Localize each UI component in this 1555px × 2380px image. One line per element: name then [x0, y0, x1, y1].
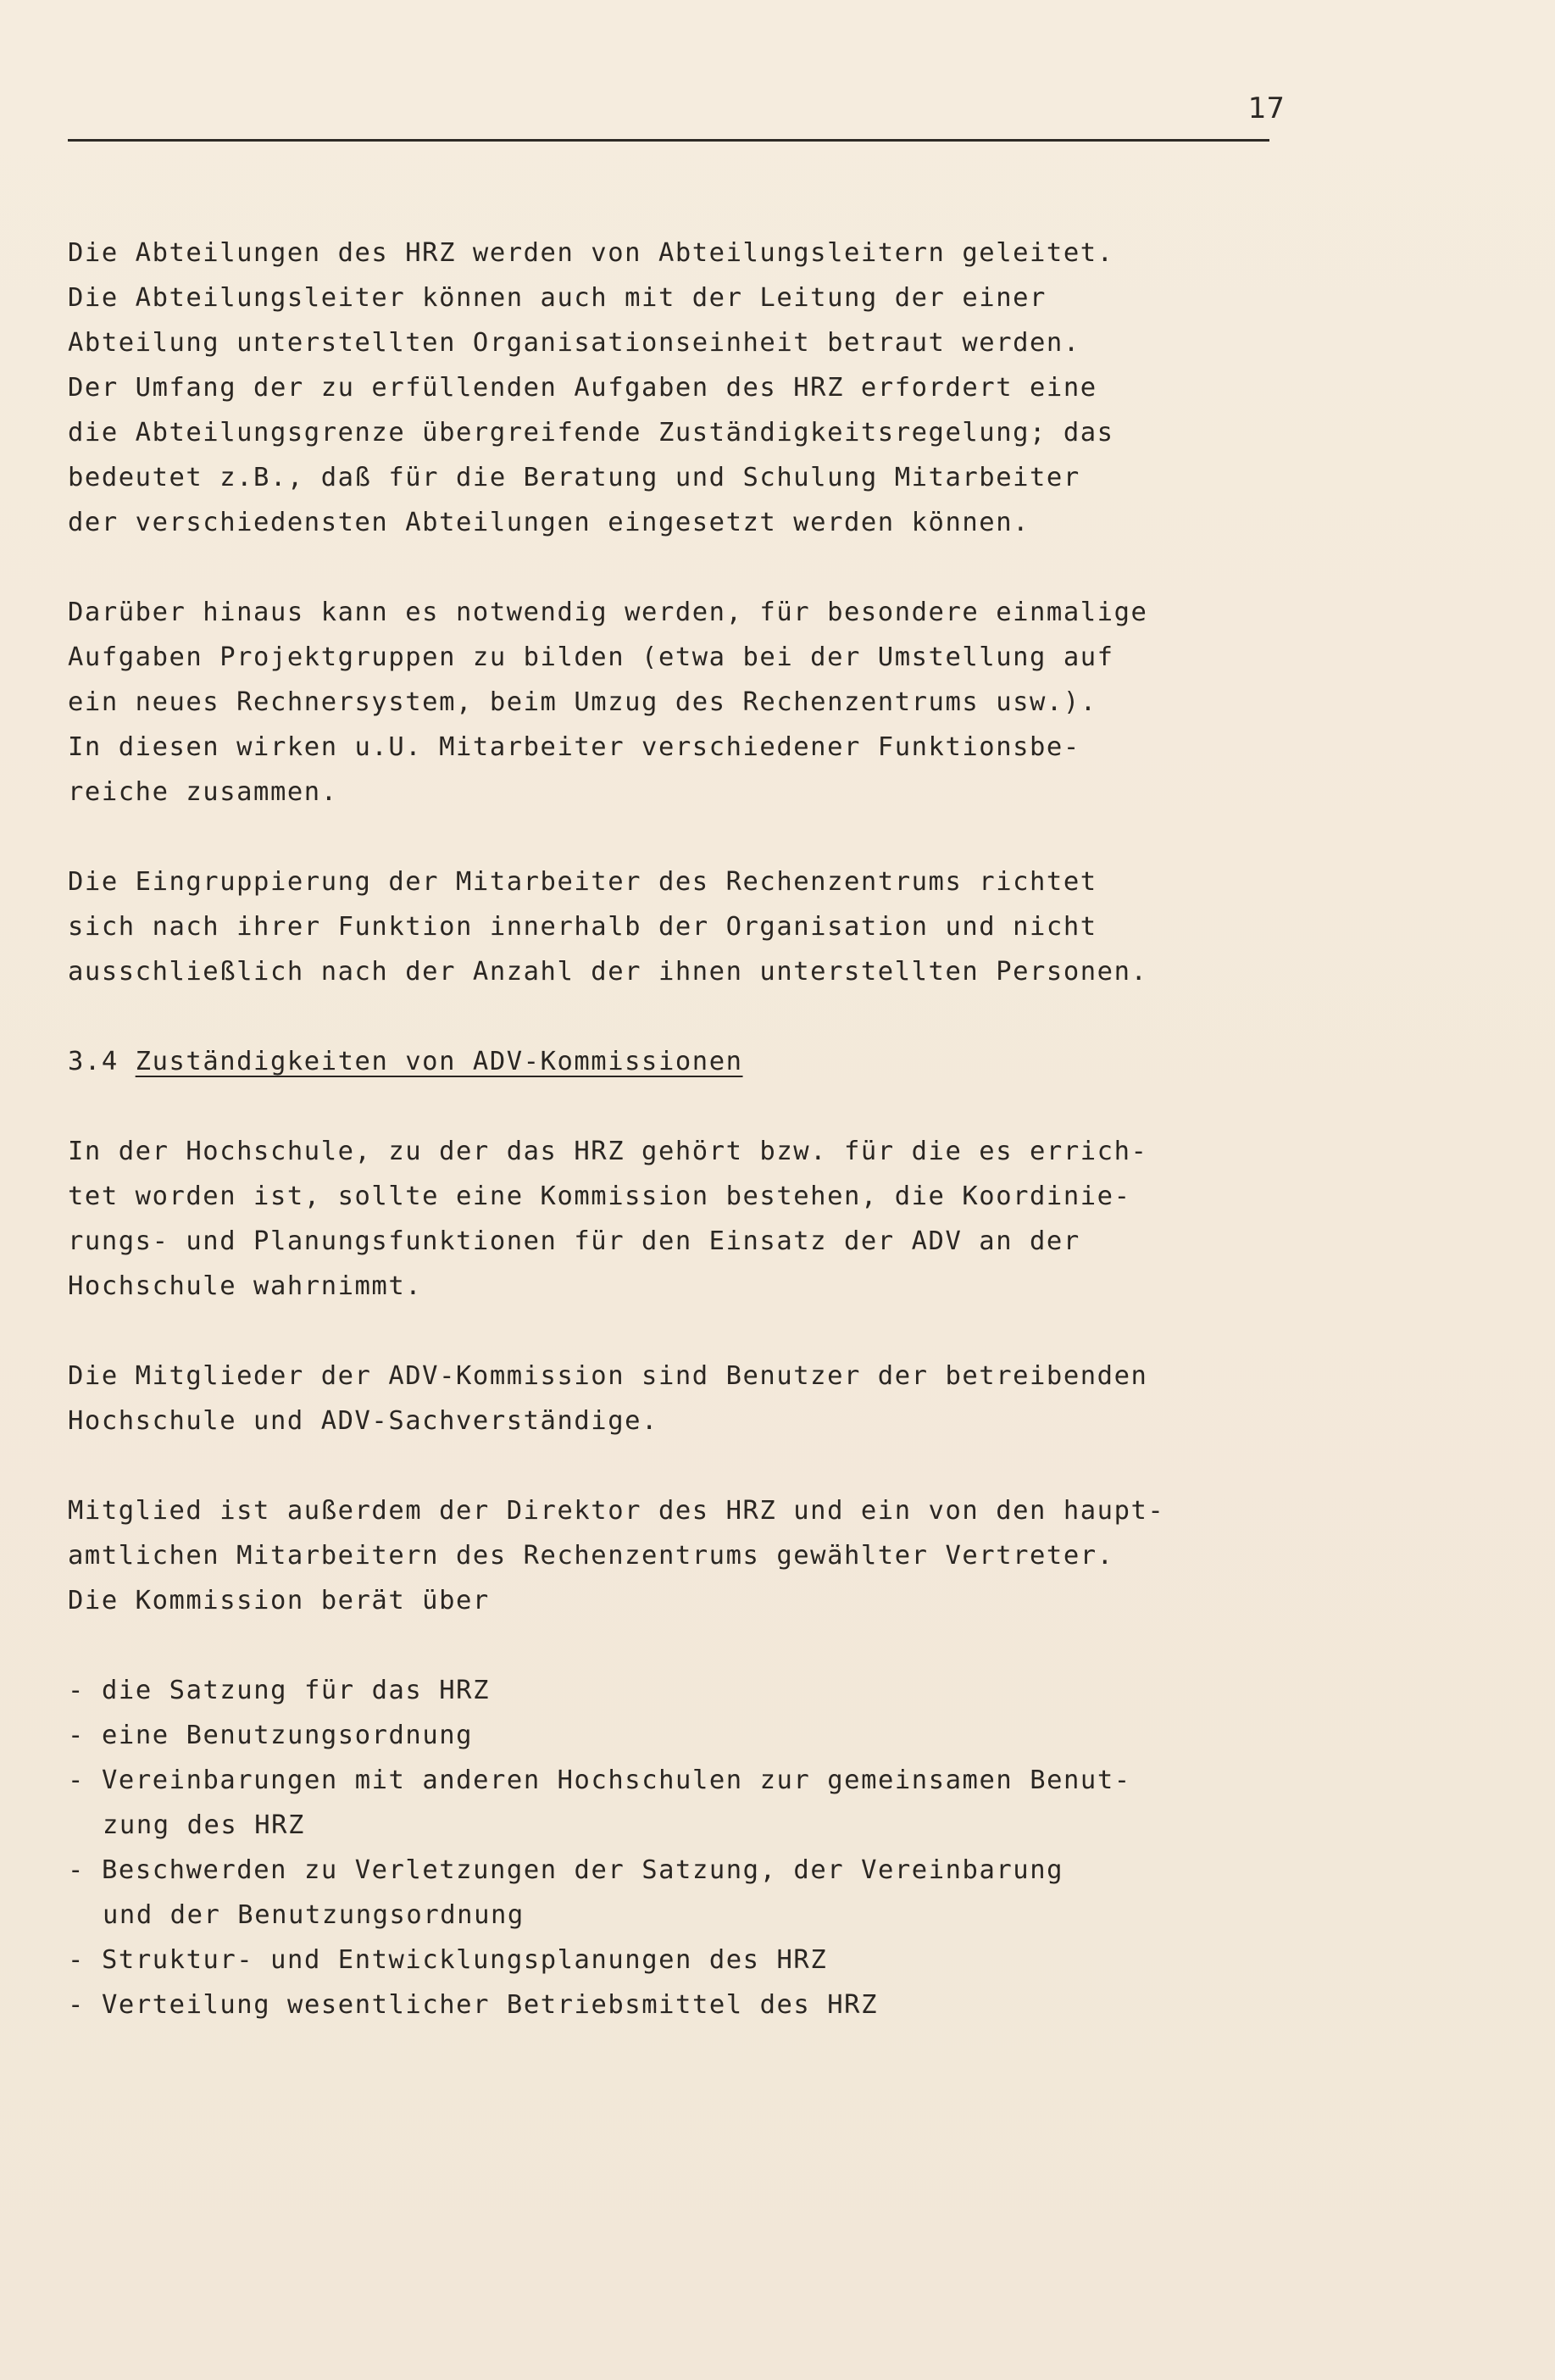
- section-paragraph-1-line-2: tet worden ist, sollte eine Kommission bestehen, die Koordinie-: [68, 1182, 1131, 1211]
- section-paragraph-3-line-1: Mitglied ist außerdem der Direktor des HRZ und ein von den haupt-: [68, 1496, 1165, 1526]
- paragraph-1-line-1: Die Abteilungen des HRZ werden von Abteilungsleitern geleitet.: [68, 238, 1114, 268]
- paragraph-1-line-6: bedeutet z.B., daß für die Beratung und Schulung Mitarbeiter: [68, 463, 1080, 492]
- list-dash: -: [68, 1766, 85, 1795]
- list-dash: -: [68, 1855, 85, 1885]
- list-dash: -: [68, 1990, 85, 2020]
- list-item: [68, 1945, 828, 1975]
- paragraph-2-line-4: In diesen wirken u.U. Mitarbeiter verschiedener Funktionsbe-: [68, 732, 1080, 762]
- list-item: [68, 1855, 1064, 1885]
- header-rule: [68, 139, 1269, 142]
- section-paragraph-3-line-2: amtlichen Mitarbeitern des Rechenzentrums gewählter Vertreter.: [68, 1541, 1114, 1571]
- list-dash: -: [68, 1721, 85, 1750]
- list-item-text: Verteilung wesentlicher Betriebsmittel des HRZ: [102, 1990, 878, 2020]
- list-item-text: Struktur- und Entwicklungsplanungen des HRZ: [102, 1945, 828, 1975]
- page-number: 17: [1247, 92, 1285, 125]
- section-heading: [68, 1049, 743, 1076]
- paragraph-2-line-3: ein neues Rechnersystem, beim Umzug des Rechenzentrums usw.).: [68, 687, 1097, 717]
- paragraph-1-line-3: Abteilung unterstellten Organisationseinheit betraut werden.: [68, 328, 1080, 358]
- paragraph-3-line-3: ausschließlich nach der Anzahl der ihnen unterstellten Personen.: [68, 957, 1148, 987]
- list-item-text: die Satzung für das HRZ: [102, 1676, 490, 1705]
- paragraph-3-line-1: Die Eingruppierung der Mitarbeiter des Rechenzentrums richtet: [68, 867, 1097, 897]
- section-paragraph-3-line-3: Die Kommission berät über: [68, 1586, 490, 1615]
- list-dash: -: [68, 1945, 85, 1975]
- paragraph-1-line-4: Der Umfang der zu erfüllenden Aufgaben des HRZ erfordert eine: [68, 373, 1097, 403]
- list-item: [68, 1768, 1131, 1794]
- paragraph-1-line-2: Die Abteilungsleiter können auch mit der Leitung der einer: [68, 283, 1047, 313]
- list-item: [68, 1990, 878, 2020]
- paragraph-1-line-5: die Abteilungsgrenze übergreifende Zuständigkeitsregelung; das: [68, 418, 1114, 448]
- section-number: 3.4: [68, 1047, 119, 1076]
- section-paragraph-1-line-3: rungs- und Planungsfunktionen für den Einsatz der ADV an der: [68, 1226, 1080, 1256]
- section-paragraph-1-line-1: In der Hochschule, zu der das HRZ gehört bzw. für die es errich-: [68, 1137, 1148, 1166]
- section-paragraph-2-line-2: Hochschule und ADV-Sachverständige.: [68, 1406, 658, 1436]
- list-item: [68, 1678, 490, 1704]
- paragraph-2-line-5: reiche zusammen.: [68, 777, 338, 807]
- section-title: Zuständigkeiten von ADV-Kommissionen: [135, 1047, 743, 1076]
- list-item-text: Vereinbarungen mit anderen Hochschulen zur gemeinsamen Benut-: [102, 1766, 1131, 1795]
- list-item-text: eine Benutzungsordnung: [102, 1721, 474, 1750]
- list-item-text: Beschwerden zu Verletzungen der Satzung, der Vereinbarung: [102, 1855, 1064, 1885]
- paragraph-2-line-2: Aufgaben Projektgruppen zu bilden (etwa bei der Umstellung auf: [68, 642, 1114, 672]
- list-item-continuation: zung des HRZ: [103, 1810, 305, 1840]
- section-paragraph-2-line-1: Die Mitglieder der ADV-Kommission sind Benutzer der betreibenden: [68, 1361, 1148, 1391]
- section-paragraph-1-line-4: Hochschule wahrnimmt.: [68, 1271, 423, 1301]
- list-item-continuation: und der Benutzungsordnung: [103, 1900, 525, 1930]
- paragraph-3-line-2: sich nach ihrer Funktion innerhalb der Organisation und nicht: [68, 912, 1097, 942]
- list-item: [68, 1723, 473, 1749]
- list-dash: -: [68, 1676, 85, 1705]
- paragraph-2-line-1: Darüber hinaus kann es notwendig werden, für besondere einmalige: [68, 598, 1148, 627]
- paragraph-1-line-7: der verschiedensten Abteilungen eingesetzt werden können.: [68, 508, 1030, 537]
